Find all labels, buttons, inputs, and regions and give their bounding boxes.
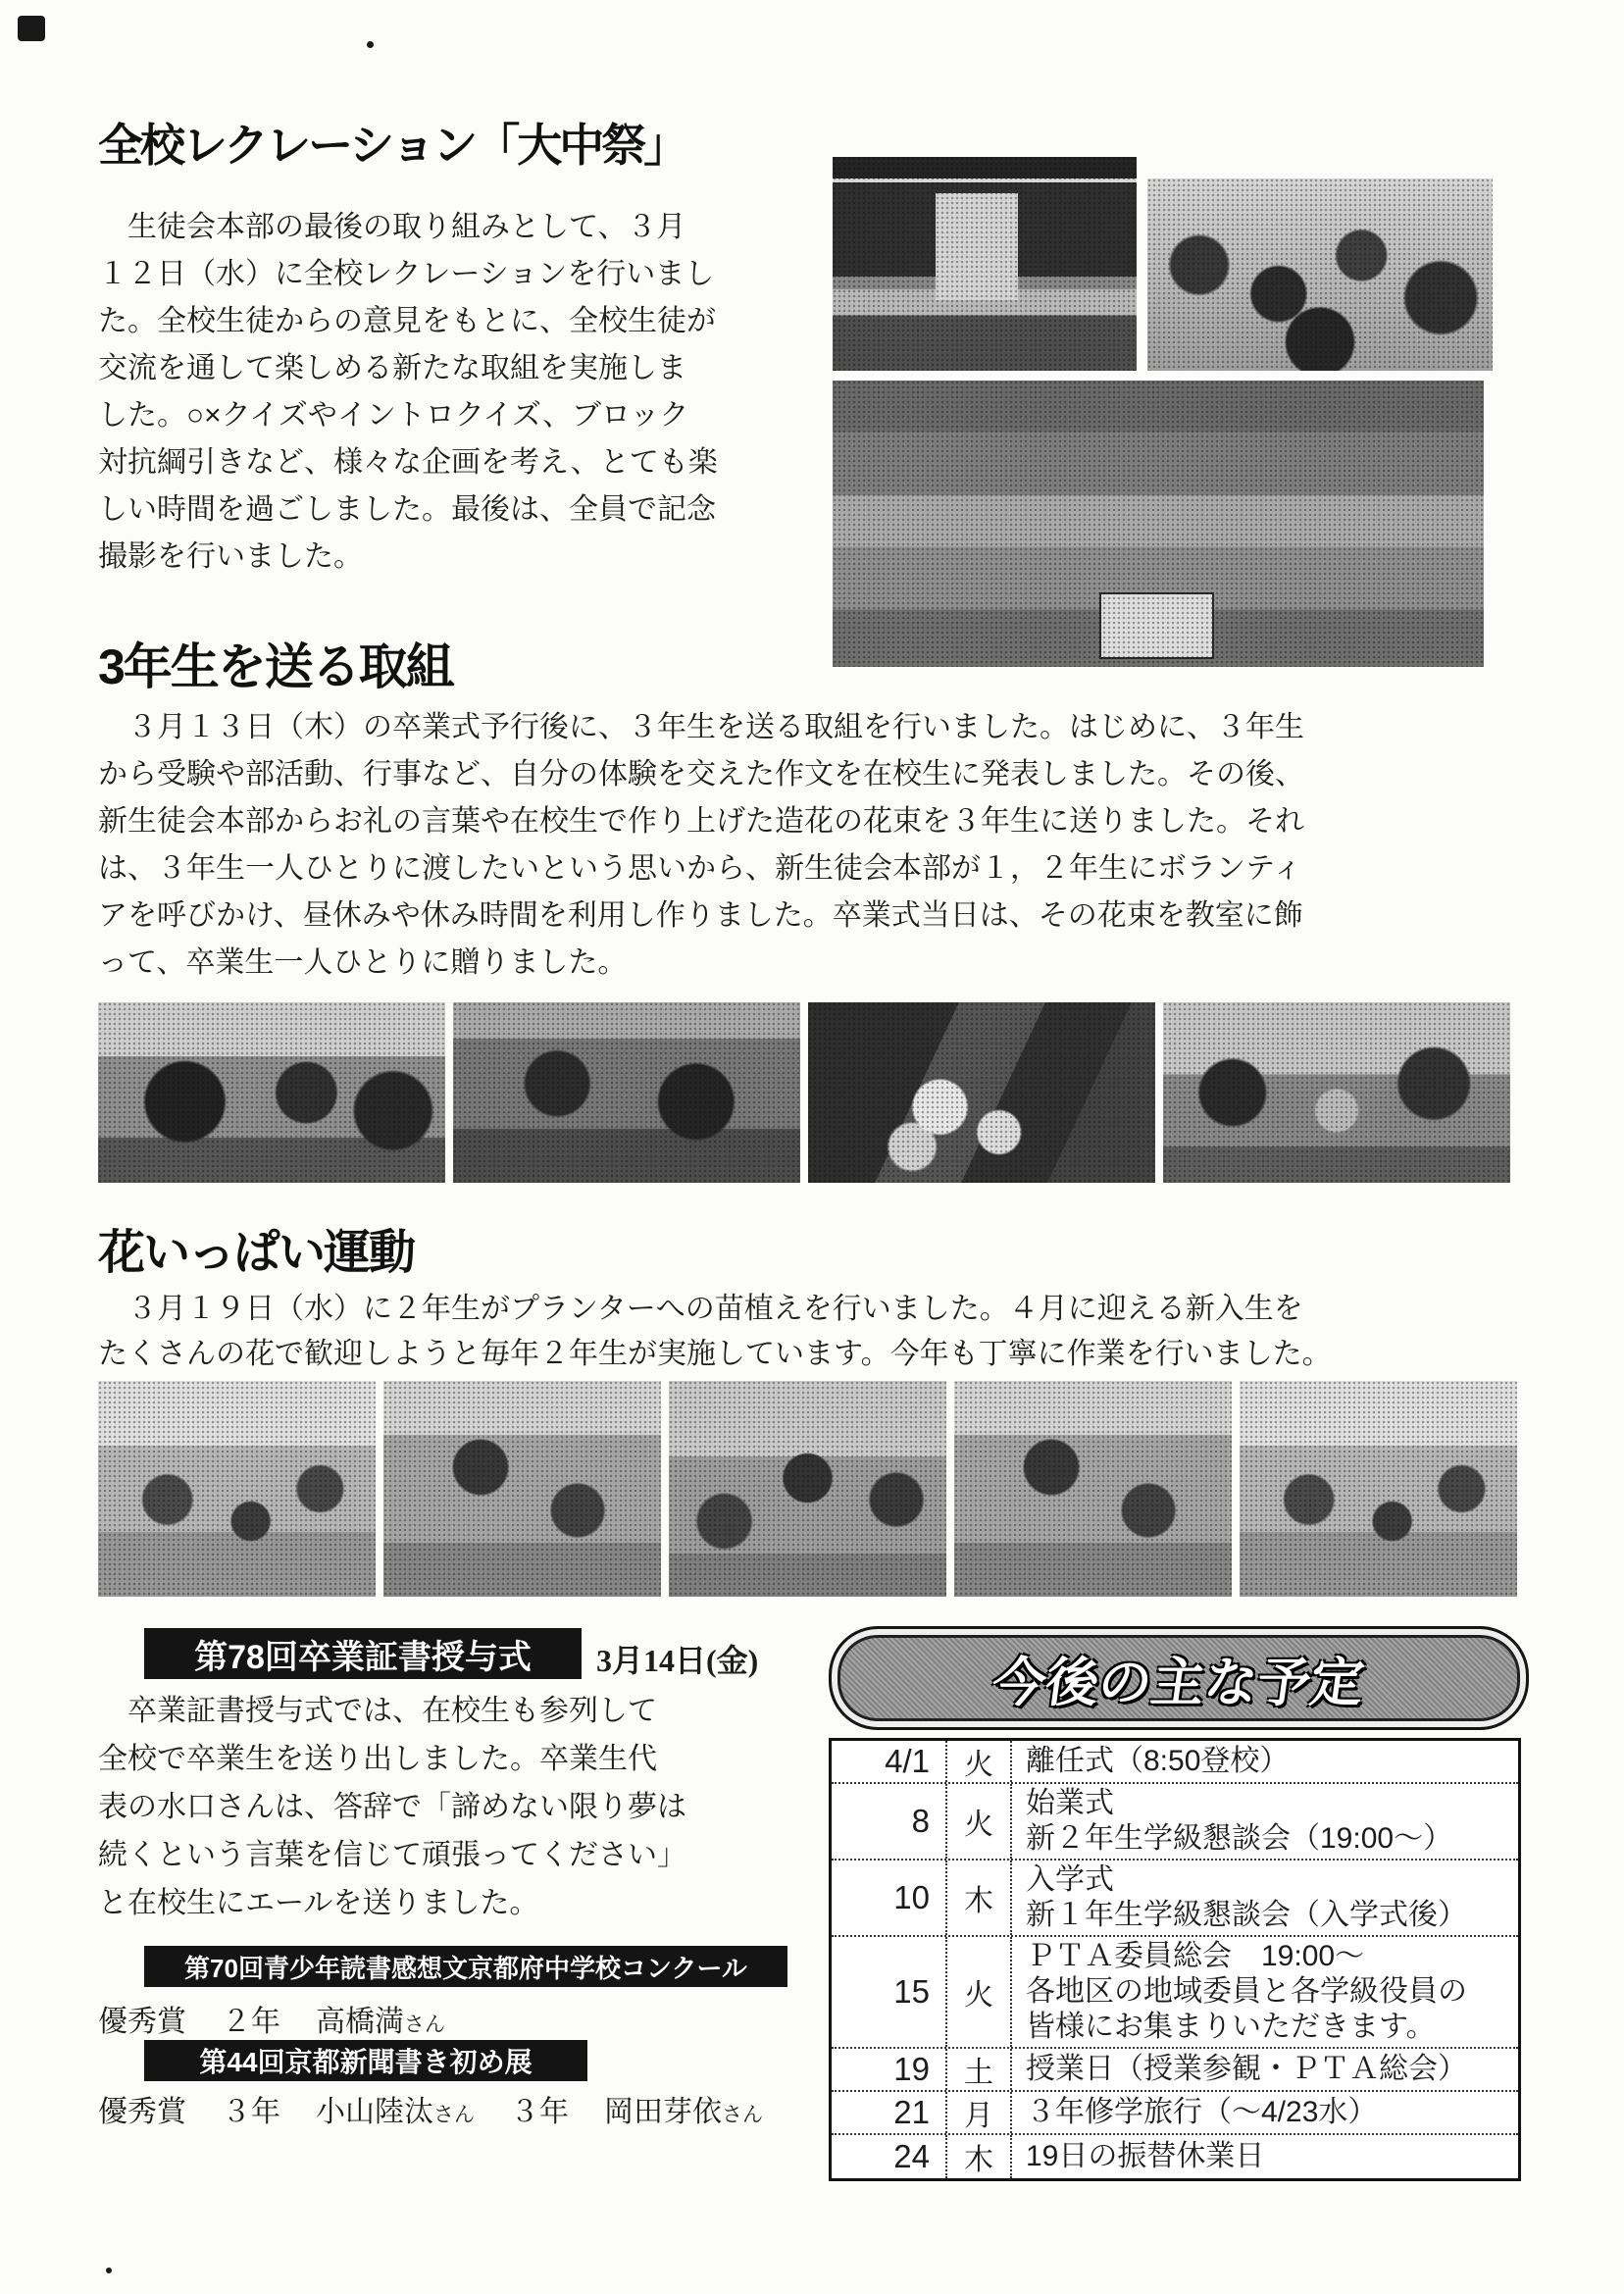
planting-photo-3 [669, 1381, 946, 1597]
sendoff-article-title: 3年生を送る取組 [98, 639, 453, 694]
sendoff-ceremony-photo-3 [1163, 1002, 1510, 1183]
schedule-desc [1012, 2049, 1518, 2090]
schedule-desc-line: 入学式 [1026, 1863, 1114, 1896]
award-name: 岡田芽依 [604, 2096, 722, 2128]
schedule-row [832, 1859, 1518, 1935]
body-line: １２日（水）に全校レクレーションを行いまし [98, 258, 715, 290]
sendoff-ceremony-photo-1 [98, 1002, 445, 1183]
schedule-desc [1012, 1784, 1518, 1859]
scan-artifact [367, 41, 374, 48]
planting-photo-2 [383, 1381, 661, 1597]
reading-contest-result [98, 1997, 445, 2040]
body-line: と在校生にエールを送りました。 [98, 1887, 539, 1919]
schedule-desc [1012, 1937, 1518, 2047]
festival-stage-photo [833, 157, 1137, 371]
schedule-row [832, 2090, 1518, 2133]
schedule-desc-line: ３年修学旅行（～4/23水） [1026, 2096, 1378, 2128]
award-name: 高橋満 [316, 2006, 404, 2038]
schedule-desc-line: 皆様にお集まりいただきます。 [1026, 2011, 1436, 2043]
schedule-desc-line: 授業日（授業参観・ＰＴＡ総会） [1026, 2053, 1467, 2085]
schedule-desc-line: 新１年生学級懇談会（入学式後） [1026, 1899, 1467, 1931]
body-line: 卒業証書授与式では、在校生も参列して [98, 1695, 657, 1727]
schedule-day: 木 [947, 1861, 1012, 1935]
flowers-article-title: 花いっぱい運動 [98, 1227, 415, 1279]
schedule-row [832, 2133, 1518, 2178]
body-line: した。○×クイズやイントロクイズ、ブロック [98, 399, 689, 432]
schedule-desc-line: ＰＴＡ委員総会 19:00～ [1026, 1940, 1365, 1972]
sendoff-ceremony-photo-2 [453, 1002, 800, 1183]
schedule-desc [1012, 1861, 1518, 1935]
schedule-desc [1012, 2092, 1518, 2133]
award-name-suffix: さん [433, 2104, 475, 2126]
body-line: 表の水口さんは、答辞で「諦めない限り夢は [98, 1791, 686, 1823]
festival-group-photo [833, 381, 1484, 667]
body-line: から受験や部活動、行事など、自分の体験を交えた作文を在校生に発表しました。その後、 [98, 758, 1304, 790]
schedule-row [832, 1935, 1518, 2047]
body-line: たくさんの花で歓迎しようと毎年２年生が実施しています。今年も丁寧に作業を行いました。 [98, 1338, 1332, 1370]
calligraphy-exhibit-banner: 第44回京都新聞書き初め展 [144, 2040, 587, 2081]
schedule-date: 10 [832, 1861, 947, 1935]
body-line: アを呼びかけ、昼休みや休み時間を利用し作りました。卒業式当日は、その花束を教室に飾 [98, 899, 1303, 932]
schedule-desc-line: 19日の振替休業日 [1026, 2140, 1265, 2172]
planting-photo-4 [954, 1381, 1232, 1597]
schedule-row [832, 2047, 1518, 2090]
schedule-banner-label: 今後の主な予定 [989, 1653, 1368, 1712]
schedule-row [832, 1782, 1518, 1859]
award-prize: 優秀賞 [98, 2096, 186, 2128]
sendoff-bouquet-photo [808, 1002, 1155, 1183]
schedule-desc-line: 各地区の地域委員と各学級役員の [1026, 1975, 1467, 2008]
calligraphy-exhibit-result [98, 2087, 763, 2130]
schedule-date: 19 [832, 2049, 947, 2090]
sendoff-article-body [98, 704, 1526, 987]
schedule-day: 木 [947, 2135, 1012, 2178]
graduation-date: 3月14日(金) [596, 1643, 759, 1678]
body-line: 新生徒会本部からお礼の言葉や在校生で作り上げた造花の花束を３年生に送りました。それ [98, 805, 1304, 838]
schedule-date: 4/1 [832, 1741, 947, 1782]
award-prize: 優秀賞 [98, 2006, 186, 2038]
schedule-day: 火 [947, 1784, 1012, 1859]
schedule-desc-line: 離任式（8:50登校） [1026, 1745, 1290, 1777]
planting-photo-5 [1240, 1381, 1517, 1597]
scan-artifact [106, 2268, 112, 2273]
schedule-table [829, 1738, 1521, 2181]
schedule-day: 火 [947, 1741, 1012, 1782]
recreation-article-title: 全校レクレーション「大中祭」 [98, 120, 686, 171]
schedule-date: 15 [832, 1937, 947, 2047]
body-line: 対抗綱引きなど、様々な企画を考え、とても楽 [98, 446, 718, 479]
schedule-desc-line: 始業式 [1026, 1787, 1114, 1819]
schedule-date: 8 [832, 1784, 947, 1859]
schedule-row [832, 1741, 1518, 1782]
graduation-banner: 第78回卒業証書授与式 [144, 1628, 582, 1679]
schedule-date: 21 [832, 2092, 947, 2133]
body-line: しい時間を過ごしました。最後は、全員で記念 [98, 493, 716, 526]
reading-contest-banner: 第70回青少年読書感想文京都府中学校コンクール [144, 1946, 787, 1987]
body-line: 交流を通して楽しめる新たな取組を実施しま [98, 352, 686, 384]
award-name: 小山陸汰 [316, 2096, 433, 2128]
schedule-desc [1012, 2135, 1518, 2178]
planting-photo-1 [98, 1381, 376, 1597]
festival-crowd-photo [1147, 178, 1493, 371]
graduation-article-body [98, 1687, 686, 1927]
flowers-article-body [98, 1287, 1526, 1377]
schedule-day: 月 [947, 2092, 1012, 2133]
scan-artifact [18, 16, 45, 41]
body-line: って、卒業生一人ひとりに贈りました。 [98, 946, 628, 979]
body-line: は、３年生一人ひとりに渡したいという思いから、新生徒会本部が１，２年生にボランティ [98, 852, 1302, 885]
body-line: 続くという言葉を信じて頑張ってください」 [98, 1839, 686, 1871]
schedule-banner [829, 1626, 1529, 1730]
recreation-article-body [98, 204, 718, 581]
schedule-desc-line: 新２年生学級懇談会（19:00～） [1026, 1822, 1453, 1855]
body-line: ３月１３日（木）の卒業式予行後に、３年生を送る取組を行いました。はじめに、３年生 [98, 711, 1304, 743]
award-grade: ３年 [510, 2096, 569, 2128]
body-line: 全校で卒業生を送り出しました。卒業生代 [98, 1743, 657, 1775]
award-name-suffix: さん [722, 2104, 763, 2126]
body-line: 撮影を行いました。 [98, 540, 363, 573]
schedule-day: 土 [947, 2049, 1012, 2090]
award-grade: ２年 [222, 2006, 280, 2038]
body-line: 生徒会本部の最後の取り組みとして、３月 [98, 211, 686, 243]
schedule-day: 火 [947, 1937, 1012, 2047]
award-grade: ３年 [222, 2096, 280, 2128]
body-line: ３月１９日（水）に２年生がプランターへの苗植えを行いました。４月に迎える新入生を [98, 1293, 1303, 1325]
schedule-date: 24 [832, 2135, 947, 2178]
schedule-desc [1012, 1741, 1518, 1782]
award-name-suffix: さん [404, 2014, 445, 2036]
body-line: た。全校生徒からの意見をもとに、全校生徒が [98, 305, 716, 337]
